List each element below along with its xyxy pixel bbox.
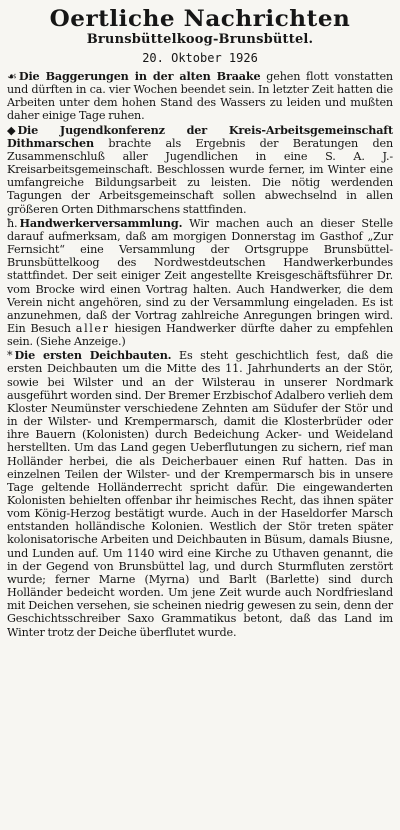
article-handwerkerversammlung xyxy=(7,217,393,349)
article-body: hiesigen Handwerker dürfte daher zu empfehlen sein. (Siehe Anzeige.) xyxy=(7,321,394,349)
article-lead: Die Baggerungen in der alten Braake xyxy=(18,69,261,83)
diamond-marker-icon: ◆ xyxy=(7,123,16,137)
article-emphasis: aller xyxy=(75,321,110,335)
article-jugendkonferenz xyxy=(7,124,393,216)
section-subtitle: Brunsbüttelkoog-Brunsbüttel. xyxy=(86,32,314,47)
article-body: Es steht geschichtlich fest, daß die ersten Deichbauten um die Mitte des 11. Jahrhunderts an der Stör, sowie bei Wilster und an der Wilsterau in unserer Nordmark ausgeführt worden sind. Der Bremer Erzbischof Adalbero verlieh dem Kloster Neumünster verschiedene Zehnten am Südufer der Stör und in der Wilster- und Krempermarsch, damit die Klosterbrüder oder ihre Bauern (Kolonisten) durch Bedeichung Acker- und Weideland herstellten. Um das Land gegen Ueberflutungen zu sichern, rief man Holländer herbei, die als Deicherbauer einen Ruf hatten. Das in einzelnen Teilen der Wilster- und der Krempermarsch bis in unsere Tage geltende Holländerrecht spricht dafür. Die eingewanderten Kolonisten behielten offenbar ihr heimisches Recht, das ihnen später vom König-Herzog bestätigt wurde. Auch in der Haseldorfer Marsch entstanden holländische Kolonien. Westlich der Stör treten später kolonisatorische Arbeiten und Deichbauten in Büsum, damals Biusne, und Lunden auf. Um 1140 wird eine Kirche zu Uthaven genannt, die in der Gegend von Brunsbüttel lag, und durch Sturmfluten zerstört wurde; ferner Marne (Myrna) und Barlt (Barlette) sind durch Holländer bedeicht worden. Um jene Zeit wurde auch Nordfriesland mit Deichen versehen, sie scheinen niedrig gewesen zu sein, denn der Geschichtsschreiber Saxo Grammatikus betont, daß das Land im Winter trotz der Deiche überflutet wurde. xyxy=(7,349,393,639)
article-lead: Die ersten Deichbauten. xyxy=(14,348,172,363)
article-lead: Handwerkerversammlung. xyxy=(19,215,183,230)
issue-date: 20. Oktober 1926 xyxy=(142,51,258,65)
article-body: brachte als Ergebnis der Beratungen den Zusammenschluß aller Jugendlichen in eine S. A. J.-Kreisarbeitsgemeinschaft. Beschlossen wurde ferner, im Winter eine umfangreiche Bildungsarbeit zu leisten. Die nötig werdenden Tagungen der Arbeitsgemeinschaft sollen abwechselnd in allen größeren Orten Dithmarschens stattfinden. xyxy=(7,136,393,216)
article-deichbauten xyxy=(7,349,393,638)
section-title: Oertliche Nachrichten xyxy=(49,6,351,32)
article-baggerungen xyxy=(7,70,393,123)
hand-marker-icon: ☙ xyxy=(7,70,17,83)
article-marker: ħ. xyxy=(7,216,18,230)
asterisk-marker-icon: * xyxy=(7,349,13,363)
article-lead: Die Jugendkonferenz der Kreis-Arbeitsgemeinschaft Dithmarschen xyxy=(7,122,393,150)
article-body: Wir machen auch an dieser Stelle darauf aufmerksam, daß am morgigen Donnerstag im Gasthof „Zur Fernsicht“ eine Versammlung der Ortsgruppe Brunsbüttel-Brunsbüttelkoog des Nordwestdeutschen Handwerkerbundes stattfindet. Der seit einiger Zeit angestellte Kreisgeschäftsführer Dr. vom Brocke wird einen Vortrag halten. Auch Handwerker, die dem Verein nicht angehören, sind zu der Versammlung eingeladen. Es ist anzunehmen, daß der Vortrag zahlreiche Anregungen bringen wird. Ein Besuch xyxy=(7,216,393,335)
article-body: gehen flott vonstatten und dürften in ca. vier Wochen beendet sein. In letzter Zeit hatten die Arbeiten unter dem hohen Stand des Wassers zu leiden und mußten daher einige Tage ruhen. xyxy=(7,70,393,123)
